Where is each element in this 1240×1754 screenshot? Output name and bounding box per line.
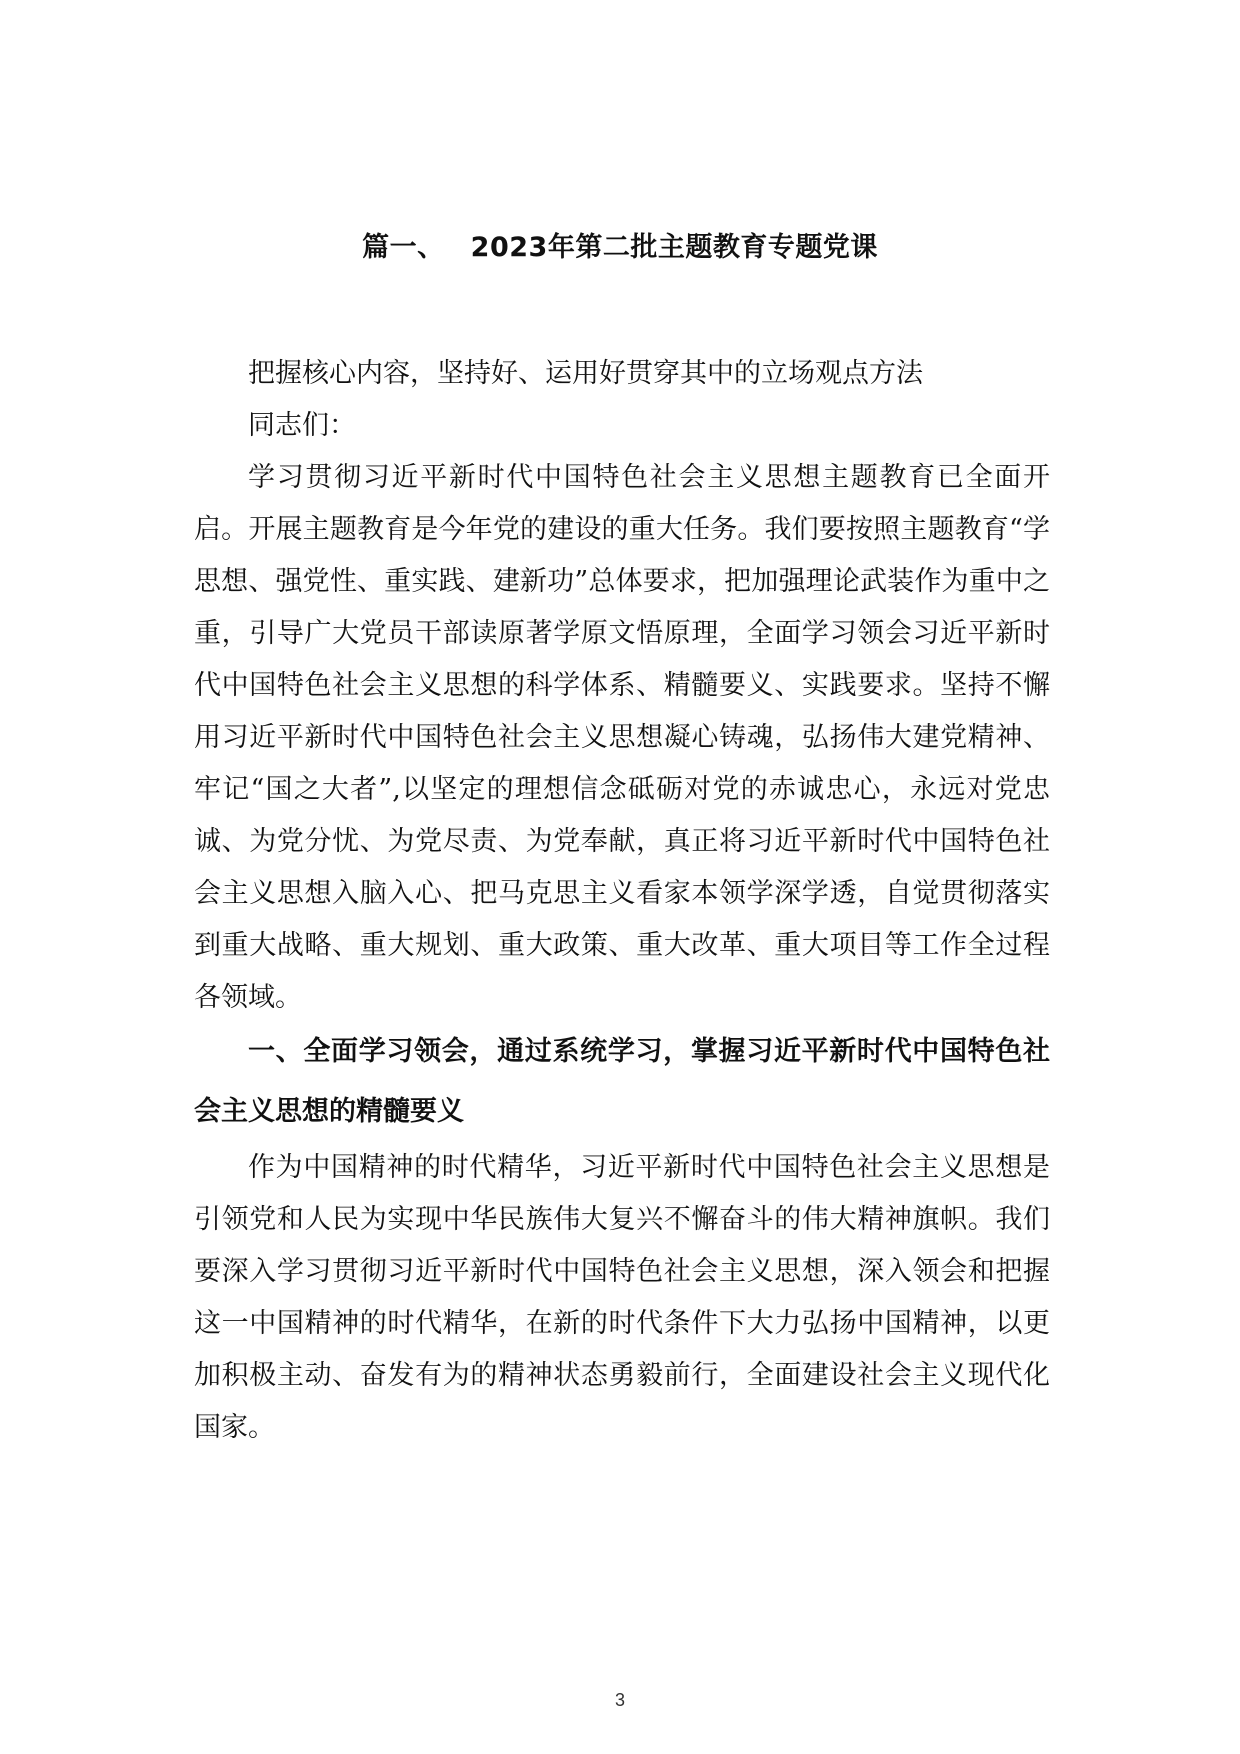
document-title bbox=[0, 228, 1240, 268]
intro-paragraph: 学习贯彻习近平新时代中国特色社会主义思想主题教育已全面开启。开展主题教育是今年党的建设的重大任务。我们要按照主题教育“学思想、强党性、重实践、建新功”总体要求，把加强理论武装作为重中之重，引导广大党员干部读原著学原文悟原理，全面学习领会习近平新时代中国特色社会主义思想的科学体系、精髓要义、实践要求。坚持不懈用习近平新时代中国特色社会主义思想凝心铸魂，弘扬伟大建党精神、牢记“国之大者”,以坚定的理想信念砥砺对党的赤诚忠心，永远对党忠诚、为党分忧、为党尽责、为党奉献，真正将习近平新时代中国特色社会主义思想入脑入心、把马克思主义看家本领学深学透，自觉贯彻落实到重大战略、重大规划、重大政策、重大改革、重大项目等工作全过程各领域。 bbox=[194, 462, 1050, 1013]
section-heading: 一、全面学习领会，通过系统学习，掌握习近平新时代中国特色社会主义思想的精髓要义 bbox=[194, 1036, 1050, 1127]
salutation-paragraph: 同志们： bbox=[248, 410, 356, 441]
document-body bbox=[194, 348, 1050, 1454]
page-number: 3 bbox=[614, 1690, 625, 1710]
title-prefix: 篇一、 bbox=[362, 232, 445, 263]
title-main: 2023年第二批主题教育专题党课 bbox=[470, 232, 878, 263]
subtitle-paragraph: 把握核心内容，坚持好、运用好贯穿其中的立场观点方法 bbox=[248, 358, 923, 389]
section-paragraph: 作为中国精神的时代精华，习近平新时代中国特色社会主义思想是引领党和人民为实现中华民族伟大复兴不懈奋斗的伟大精神旗帜。我们要深入学习贯彻习近平新时代中国特色社会主义思想，深入领会和把握这一中国精神的时代精华，在新的时代条件下大力弘扬中国精神，以更加积极主动、奋发有为的精神状态勇毅前行，全面建设社会主义现代化国家。 bbox=[194, 1152, 1050, 1443]
